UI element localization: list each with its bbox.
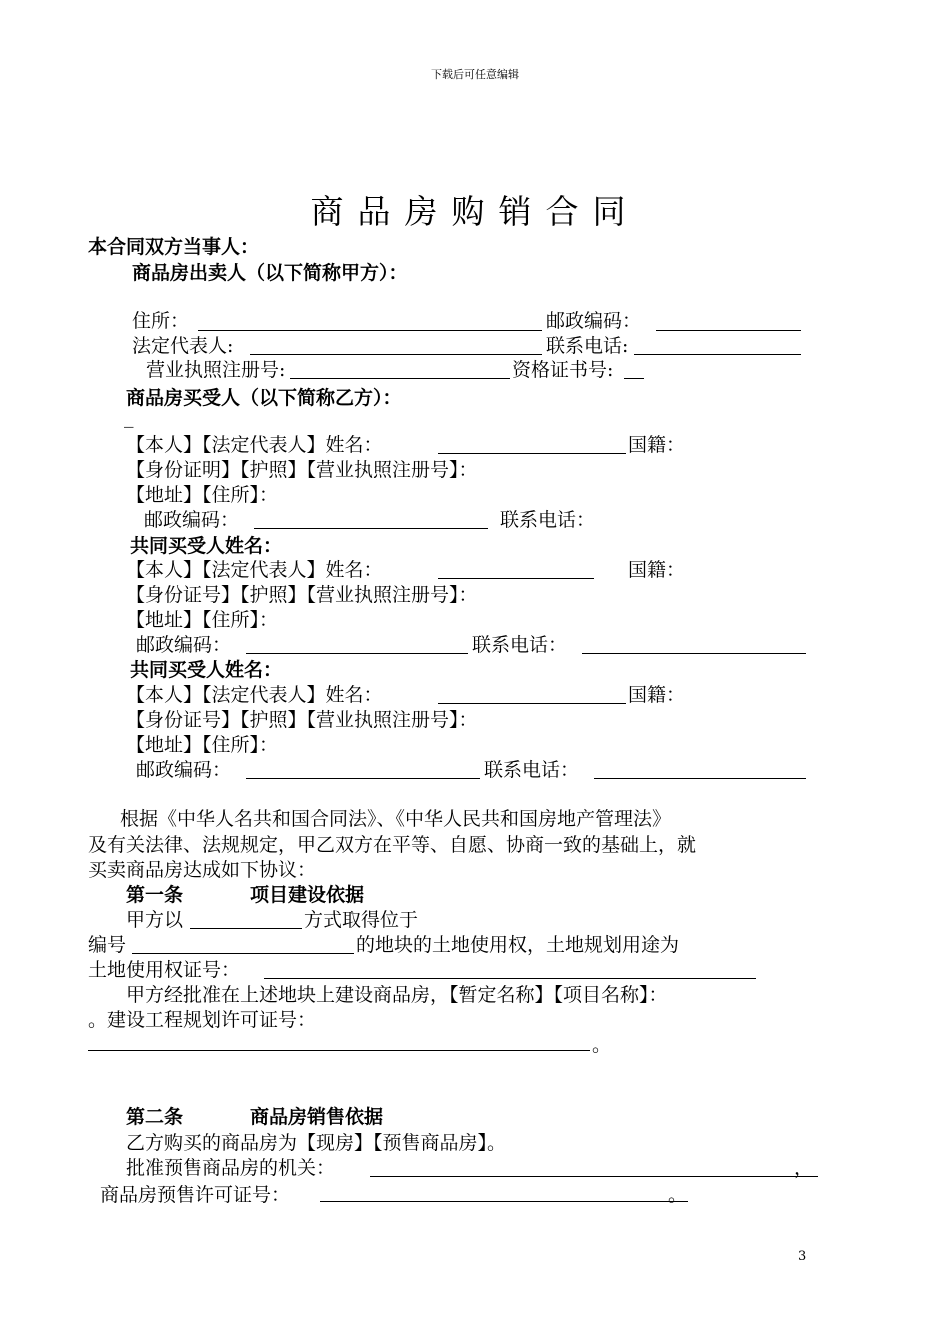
- buyer-heading: 商品房买受人（以下简称乙方）：: [126, 387, 402, 409]
- buyer-name-field[interactable]: [438, 453, 626, 454]
- co-buyer-1-nationality-label: 国籍：: [628, 559, 686, 581]
- article-2-line-2-end: ，: [794, 1157, 814, 1179]
- buyer-nationality-label: 国籍：: [628, 434, 686, 456]
- preamble-line-1: 根据《中华人名共和国合同法》、《中华人民共和国房地产管理法》: [120, 808, 672, 830]
- buyer-address-label: 【地址】【住所】：: [126, 484, 279, 506]
- article-2-line-1: 乙方购买的商品房为【现房】【预售商品房】。: [126, 1132, 507, 1154]
- co-buyer-2-address-label: 【地址】【住所】：: [126, 734, 279, 756]
- co-buyer-2-phone-field[interactable]: [594, 778, 806, 779]
- article-2-title: 商品房销售依据: [250, 1106, 384, 1128]
- article-1-line-4: 甲方经批准在上述地块上建设商品房，【暂定名称】【项目名称】：: [126, 984, 668, 1006]
- header-note: 下载后可任意编辑: [431, 68, 519, 81]
- seller-postcode-field[interactable]: [656, 330, 801, 331]
- article-1-line-2a: 编号: [88, 934, 127, 956]
- co-buyer-2-nationality-label: 国籍：: [628, 684, 686, 706]
- parties-heading: 本合同双方当事人：: [88, 236, 260, 258]
- buyer-id-label: 【身份证明】【护照】【营业执照注册号】：: [126, 459, 478, 481]
- article-1-line-6-end: 。: [592, 1034, 612, 1056]
- seller-address-field[interactable]: [198, 330, 542, 331]
- buyer-phone-label: 联系电话：: [500, 509, 596, 531]
- article-1-line-3: 土地使用权证号：: [88, 959, 241, 981]
- preamble-line-3: 买卖商品房达成如下协议：: [88, 859, 317, 881]
- co-buyer-1-postcode-label: 邮政编码：: [136, 634, 232, 656]
- co-buyer-1-name-field[interactable]: [438, 578, 594, 579]
- article-1-line-5: 。建设工程规划许可证号：: [88, 1009, 317, 1031]
- seller-license-label: 营业执照注册号:: [146, 359, 286, 381]
- co-buyer-1-phone-field[interactable]: [582, 653, 806, 654]
- seller-postcode-label: 邮政编码：: [546, 310, 642, 332]
- seller-address-label: 住所：: [132, 310, 190, 332]
- co-buyer-1-id-label: 【身份证号】【护照】【营业执照注册号】：: [126, 584, 478, 606]
- article-2-line-2: 批准预售商品房的机关：: [126, 1157, 336, 1179]
- presale-authority-field[interactable]: [370, 1176, 818, 1177]
- land-cert-field[interactable]: [264, 978, 756, 979]
- buyer-dash: _: [124, 406, 134, 428]
- buyer-name-label: 【本人】【法定代表人】姓名：: [126, 434, 383, 456]
- article-2-number: 第二条: [126, 1106, 184, 1128]
- co-buyer-2-postcode-label: 邮政编码：: [136, 759, 232, 781]
- planning-permit-field[interactable]: [88, 1050, 590, 1051]
- seller-phone-label: 联系电话:: [546, 335, 629, 357]
- co-buyer-1-phone-label: 联系电话：: [472, 634, 568, 656]
- seller-phone-field[interactable]: [634, 354, 801, 355]
- seller-legal-rep-label: 法定代表人:: [132, 335, 234, 357]
- co-buyer-1-name-label: 【本人】【法定代表人】姓名：: [126, 559, 383, 581]
- seller-heading: 商品房出卖人（以下简称甲方）：: [132, 262, 408, 284]
- presale-permit-field[interactable]: [320, 1201, 688, 1202]
- page-number: 3: [798, 1249, 807, 1264]
- preamble-line-2: 及有关法律、法规规定，甲乙双方在平等、自愿、协商一致的基础上，就: [88, 834, 697, 856]
- document-title: 商品房购销合同: [310, 192, 640, 231]
- co-buyer-1-heading: 共同买受人姓名：: [130, 535, 283, 557]
- co-buyer-2-id-label: 【身份证号】【护照】【营业执照注册号】：: [126, 709, 478, 731]
- co-buyer-1-postcode-field[interactable]: [246, 653, 468, 654]
- article-1-line-1b: 方式取得位于: [304, 909, 419, 931]
- article-1-number: 第一条: [126, 884, 184, 906]
- seller-qualification-field[interactable]: [624, 378, 644, 379]
- seller-legal-rep-field[interactable]: [250, 354, 542, 355]
- article-1-line-2b: 的地块的土地使用权，土地规划用途为: [356, 934, 680, 956]
- co-buyer-1-address-label: 【地址】【住所】：: [126, 609, 279, 631]
- co-buyer-2-postcode-field[interactable]: [246, 778, 480, 779]
- co-buyer-2-heading: 共同买受人姓名：: [130, 659, 283, 681]
- land-method-field[interactable]: [190, 928, 302, 929]
- article-2-line-3-end: 。: [668, 1184, 688, 1206]
- plot-number-field[interactable]: [132, 953, 354, 954]
- article-1-line-1a: 甲方以: [126, 909, 184, 931]
- co-buyer-2-name-field[interactable]: [438, 703, 626, 704]
- seller-license-field[interactable]: [290, 378, 510, 379]
- article-1-title: 项目建设依据: [250, 884, 365, 906]
- seller-qualification-label: 资格证书号:: [512, 359, 614, 381]
- co-buyer-2-name-label: 【本人】【法定代表人】姓名：: [126, 684, 383, 706]
- article-2-line-3: 商品房预售许可证号：: [100, 1184, 291, 1206]
- buyer-postcode-label: 邮政编码：: [144, 509, 240, 531]
- buyer-postcode-field[interactable]: [254, 528, 488, 529]
- co-buyer-2-phone-label: 联系电话：: [484, 759, 580, 781]
